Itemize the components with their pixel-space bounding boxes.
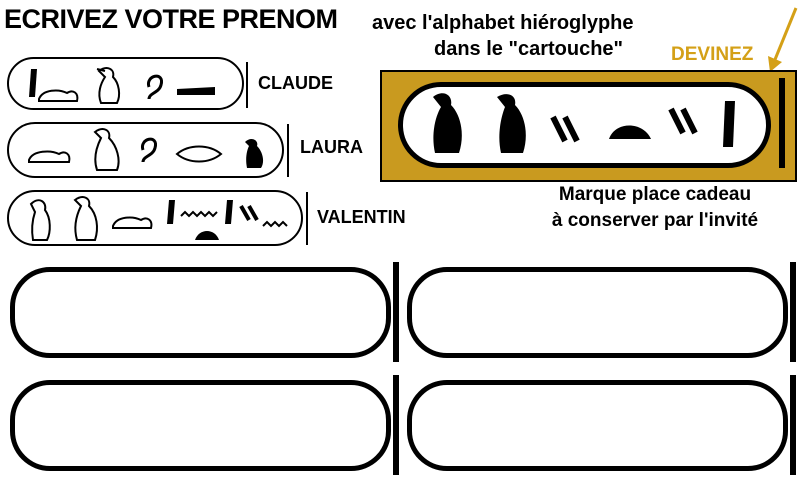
example-name-valentin: VALENTIN [317,207,406,227]
cartouche-bar [306,192,308,245]
subtitle-line2: dans le "cartouche" [434,38,624,60]
example-cartouche-valentin [7,190,303,246]
knife-icon [29,69,37,97]
lion-icon [29,152,69,162]
bird-icon [245,139,263,168]
empty-cartouche-3[interactable] [10,380,391,471]
owl-icon [497,94,526,153]
cartouche-bar [393,375,399,475]
caption-line2: à conserver par l'invité [551,210,759,231]
example-name-claude: CLAUDE [258,73,333,93]
reeds-icon [671,109,695,133]
cartouche-bar [287,124,289,177]
cartouche-glyphs [9,192,301,244]
example-name-laura: LAURA [300,137,363,157]
caption-line1: Marque place cadeau [558,184,752,205]
cartouche-bar [790,262,796,362]
empty-cartouche-2[interactable] [407,267,788,358]
cartouche-glyphs [403,87,766,163]
cartouche-bar [246,62,248,108]
bread-icon [609,126,651,140]
cartouche-glyphs [9,59,242,108]
puzzle-cartouche [398,82,771,168]
vulture-icon [95,129,119,170]
water-icon [181,212,217,216]
water-icon [263,222,287,226]
page-title: ECRIVEZ VOTRE PRENOM [4,4,338,34]
cartouche-glyphs [9,124,282,176]
cord-icon [148,76,161,99]
puzzle-cartouche-bar [779,78,785,168]
lion-icon [113,218,151,228]
lion-icon [39,91,77,101]
knife-icon [225,200,233,224]
reeds-icon [553,117,577,141]
guess-label: DEVINEZ [671,44,754,65]
knife-icon [167,200,175,224]
bread-icon [195,231,219,240]
knife-icon [723,101,735,147]
reeds-icon [241,206,257,220]
example-cartouche-laura [7,122,284,178]
cartouche-bar [790,375,796,475]
hand-icon [177,87,215,95]
bird-icon [31,200,50,240]
empty-cartouche-4[interactable] [407,380,788,471]
vulture-icon [433,93,462,153]
vulture-icon [97,68,119,103]
cartouche-bar [393,262,399,362]
mouth-icon [177,147,221,162]
example-cartouche-claude [7,57,244,110]
arrow-icon [760,4,800,76]
empty-cartouche-1[interactable] [10,267,391,358]
vulture-icon [75,197,97,240]
subtitle-line1: avec l'alphabet hiéroglyphe [372,12,634,34]
cord-icon [142,139,155,162]
